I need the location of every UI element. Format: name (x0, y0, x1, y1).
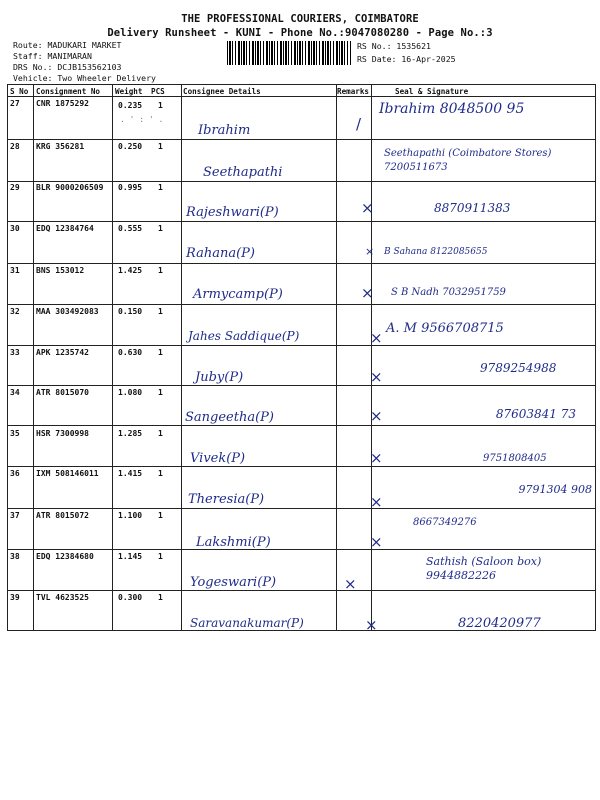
row-divider (8, 590, 595, 591)
row-divider (8, 221, 595, 222)
row-consignee: Jahes Saddique(P) (188, 329, 300, 343)
row-pcs: 1 (158, 142, 163, 151)
row-consignee: Rajeshwari(P) (186, 205, 279, 220)
row-divider (8, 304, 595, 305)
remark-cross: × (370, 533, 383, 551)
row-seal: Ibrahim 8048500 95 (379, 101, 525, 117)
header-seal: Seal & Signature (395, 87, 469, 96)
row-weight: 1.145 (118, 552, 143, 561)
row-seal: 8220420977 (458, 616, 541, 631)
remark-cross: × (370, 493, 383, 511)
row-sno: 34 (10, 388, 20, 397)
row-consignment: EDQ 12384764 (36, 224, 94, 233)
row-sno: 36 (10, 469, 20, 478)
row-consignee: Seethapathi (203, 165, 283, 180)
row-sno: 37 (10, 511, 20, 520)
row-consignment: CNR 1875292 (36, 99, 89, 108)
row-sno: 33 (10, 348, 20, 357)
remark-cross: × (370, 407, 383, 425)
row-pcs: 1 (158, 552, 163, 561)
row-sno: 35 (10, 429, 20, 438)
row-divider (8, 263, 595, 264)
row-pcs: 1 (158, 224, 163, 233)
header-pcs: PCS (151, 87, 165, 96)
row-sno: 30 (10, 224, 20, 233)
row-weight: 0.555 (118, 224, 143, 233)
row-weight: 1.100 (118, 511, 143, 520)
row-consignee: Theresia(P) (188, 492, 265, 507)
company-title: THE PROFESSIONAL COURIERS, COIMBATORE (181, 13, 419, 25)
row-divider (8, 425, 595, 426)
row-weight: 0.630 (118, 348, 143, 357)
row-seal: A. M 9566708715 (386, 321, 504, 336)
row-divider (8, 385, 595, 386)
remark-cross: × (370, 449, 383, 467)
barcode (227, 41, 351, 65)
row-pcs: 1 (158, 511, 163, 520)
row-sno: 29 (10, 183, 20, 192)
row-divider (8, 466, 595, 467)
remark-cross: × (344, 575, 357, 593)
remark-cross: × (365, 245, 375, 258)
row-consignment: ATR 8015070 (36, 388, 89, 397)
row-weight: 0.235 (118, 101, 143, 110)
remark-cross: × (361, 284, 374, 302)
row-consignment: BLR 9000206509 (36, 183, 104, 192)
row-pcs: 1 (158, 183, 163, 192)
row-consignment: KRG 356281 (36, 142, 85, 151)
row-pcs: 1 (158, 266, 163, 275)
row-weight: 0.150 (118, 307, 143, 316)
row-divider (8, 345, 595, 346)
header-consignee: Consignee Details (183, 87, 261, 96)
row-sno: 31 (10, 266, 20, 275)
row-consignee: Saravanakumar(P) (190, 616, 304, 630)
row-seal: Sathish (Saloon box) 9944882226 (426, 555, 542, 582)
row-consignee: Lakshmi(P) (196, 535, 271, 550)
row-consignment: ATR 8015072 (36, 511, 89, 520)
row-pcs: 1 (158, 101, 163, 110)
row-pcs: 1 (158, 348, 163, 357)
header-sno: S No (10, 87, 29, 96)
remark-tick: / (356, 115, 362, 133)
runsheet-meta-right (357, 40, 456, 66)
row-divider (8, 139, 595, 140)
row-weight: 1.285 (118, 429, 143, 438)
row-consignment: EDQ 12384680 (36, 552, 94, 561)
row-consignee: Yogeswari(P) (190, 575, 277, 590)
row-consignee: Juby(P) (195, 370, 244, 385)
row-sno: 32 (10, 307, 20, 316)
row-sno: 28 (10, 142, 20, 151)
route-label: Route: MADUKARI MARKET (13, 40, 122, 50)
row-seal: 8667349276 (413, 517, 477, 528)
row-pcs: 1 (158, 469, 163, 478)
row-seal: 9791304 908 (518, 483, 592, 496)
row-pcs: 1 (158, 429, 163, 438)
row-divider (8, 181, 595, 182)
remark-cross: × (365, 616, 378, 634)
remark-cross: × (361, 199, 374, 217)
row-weight: 1.415 (118, 469, 143, 478)
row-sno: 38 (10, 552, 20, 561)
row-divider (8, 549, 595, 550)
header-divider (8, 96, 595, 97)
row-weight: 0.300 (118, 593, 143, 602)
row-seal: Seethapathi (Coimbatore Stores) 7200511673 (384, 148, 552, 173)
row-seal: 87603841 73 (495, 407, 576, 421)
row-consignment: APK 1235742 (36, 348, 89, 357)
vehicle-label: Vehicle: Two Wheeler Delivery (13, 73, 156, 83)
row-consignee: Armycamp(P) (193, 287, 283, 302)
row-seal: 8870911383 (434, 201, 511, 215)
row-weight: 0.250 (118, 142, 143, 151)
row-consignment: BNS 153012 (36, 266, 85, 275)
remark-cross: × (370, 368, 383, 386)
delivery-table (7, 84, 596, 634)
row-sno: 39 (10, 593, 20, 602)
row-consignment: MAA 303492083 (36, 307, 99, 316)
header-remarks: Remarks (337, 87, 370, 96)
rs-date: RS Date: 16-Apr-2025 (357, 54, 456, 64)
row-consignee: Vivek(P) (190, 451, 246, 466)
row-pcs: 1 (158, 593, 163, 602)
row-seal: 9751808405 (483, 453, 547, 464)
drs-label: DRS No.: DCJB153562103 (13, 62, 122, 72)
row-weight: 0.995 (118, 183, 143, 192)
remark-cross: × (370, 329, 383, 347)
row-weight: 1.425 (118, 266, 143, 275)
staff-label: Staff: MANIMARAN (13, 51, 92, 61)
row-seal: S B Nadh 7032951759 (391, 287, 506, 298)
header-consignment: Consignment No (36, 87, 101, 96)
row-consignment: IXM 508146011 (36, 469, 99, 478)
row-consignee: Ibrahim (198, 123, 251, 138)
row-sno: 27 (10, 99, 20, 108)
header-weight: Weight (115, 87, 143, 96)
row-consignee: Rahana(P) (186, 246, 255, 261)
runsheet-title: Delivery Runsheet - KUNI - Phone No.:9047080280 - Page No.:3 (107, 27, 493, 39)
row-consignee: Sangeetha(P) (185, 410, 274, 425)
row-seal: B Sahana 8122085655 (384, 247, 488, 257)
rs-number: RS No.: 1535621 (357, 41, 431, 51)
row-pcs: 1 (158, 388, 163, 397)
scan-speck: . ' : ' . (120, 115, 164, 124)
row-weight: 1.080 (118, 388, 143, 397)
row-divider (8, 508, 595, 509)
row-seal: 9789254988 (480, 361, 557, 375)
row-consignment: TVL 4623525 (36, 593, 89, 602)
runsheet-meta-left (13, 40, 156, 84)
row-pcs: 1 (158, 307, 163, 316)
row-consignment: HSR 7300998 (36, 429, 89, 438)
